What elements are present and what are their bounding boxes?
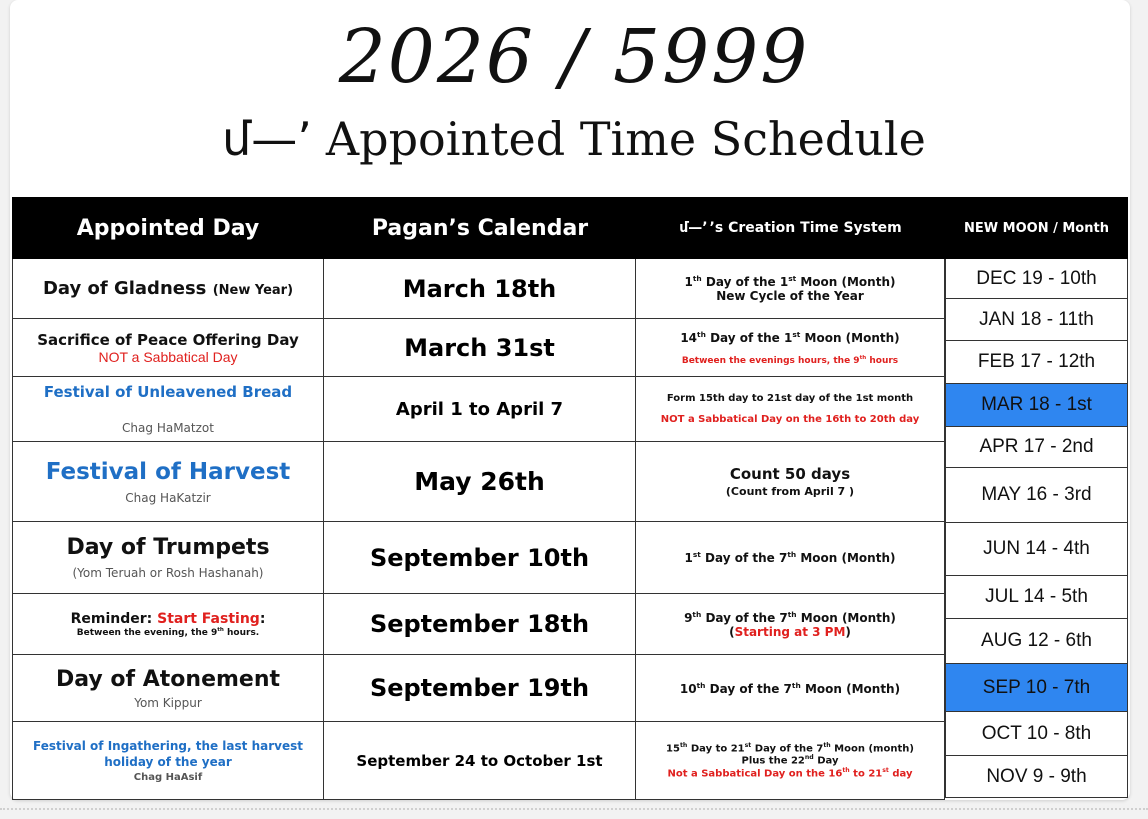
new-moon-cell: APR 17 - 2nd: [945, 427, 1128, 468]
pagan-date: September 18th: [369, 610, 590, 638]
appointed-day-cell: [12, 655, 324, 722]
appointed-day-cell: [12, 377, 324, 442]
creation-line-2: Plus the 22nd Day: [741, 754, 839, 767]
creation-line-2: Between the evenings hours, the 9th hours: [681, 354, 899, 366]
creation-line-1: 9th Day of the 7th Moon (Month): [684, 609, 896, 625]
new-moon-cell: OCT 10 - 8th: [945, 712, 1128, 756]
creation-line-3: Not a Sabbatical Day on the 16th to 21st day: [667, 766, 913, 779]
new-moon-cell: FEB 17 - 12th: [945, 341, 1128, 384]
bottom-divider: [0, 808, 1148, 810]
pagan-date-cell: [324, 522, 636, 594]
appointed-day-note: NOT a Sabbatical Day: [98, 348, 238, 365]
new-moon-cell: AUG 12 - 6th: [945, 619, 1128, 664]
pagan-date-cell: [324, 377, 636, 442]
appointed-day-name: Reminder: Start Fasting:: [70, 610, 266, 627]
appointed-day-note: Chag HaKatzir: [125, 490, 211, 505]
appointed-day-note: Between the evening, the 9th hours.: [76, 626, 260, 638]
new-moon-cell: DEC 19 - 10th: [945, 259, 1128, 299]
new-moon-cell-highlighted: SEP 10 - 7th: [945, 664, 1128, 712]
pagan-date-cell: [324, 319, 636, 377]
pagan-date-cell: [324, 259, 636, 319]
new-moon-cell: JUN 14 - 4th: [945, 523, 1128, 576]
appointed-day-cell: [12, 259, 324, 319]
pagan-date: March 31st: [404, 333, 555, 362]
appointed-day-name: Day of Gladness: [42, 278, 207, 299]
creation-cell: [636, 594, 945, 655]
creation-cell: [636, 319, 945, 377]
creation-cell: [636, 522, 945, 594]
appointed-day-name: Sacrifice of Peace Offering Day: [37, 330, 299, 349]
creation-line-2: NOT a Sabbatical Day on the 16th to 20th day: [660, 414, 920, 425]
pagan-date: April 1 to April 7: [395, 398, 564, 420]
creation-cell: [636, 722, 945, 800]
creation-line-1: 14th Day of the 1st Moon (Month): [680, 329, 900, 345]
appointed-day-name: Festival of Unleavened Bread: [43, 383, 293, 401]
header-glyph-icon: մ—’: [679, 220, 708, 236]
header-creation-system: մ—’ ’s Creation Time System: [636, 197, 945, 259]
creation-line-2: (Starting at 3 PM): [729, 624, 851, 639]
pagan-date-cell: [324, 722, 636, 800]
creation-line-1: 10th Day of the 7th Moon (Month): [679, 680, 901, 696]
appointed-day-cell: [12, 594, 324, 655]
appointed-day-name: Day of Trumpets: [66, 535, 270, 560]
page-title: 2026 / 5999: [338, 14, 810, 100]
creation-line-1: Form 15th day to 21st day of the 1st month: [666, 393, 914, 404]
pagan-date: March 18th: [402, 274, 557, 303]
pagan-date: May 26th: [414, 467, 545, 496]
pagan-date-cell: [324, 442, 636, 522]
creation-cell: [636, 377, 945, 442]
creation-line-1: 1th Day of the 1st Moon (Month): [684, 274, 896, 289]
schedule-table: [12, 197, 1128, 800]
appointed-day-note: Yom Kippur: [134, 695, 202, 710]
appointed-day-name: Day of Atonement: [55, 666, 281, 692]
logo-glyph-icon: մ—’: [222, 112, 312, 166]
new-moon-cell: JUL 14 - 5th: [945, 576, 1128, 619]
creation-line-1: 15th Day to 21st Day of the 7th Moon (month): [666, 742, 914, 755]
new-moon-cell: JAN 18 - 11th: [945, 299, 1128, 341]
creation-cell: [636, 655, 945, 722]
pagan-date-cell: [324, 655, 636, 722]
header-new-moon: NEW MOON / Month: [945, 197, 1128, 259]
new-moon-cell-highlighted: MAR 18 - 1st: [945, 384, 1128, 427]
header-pagan-calendar: Pagan’s Calendar: [324, 197, 636, 259]
header-appointed-day: Appointed Day: [12, 197, 324, 259]
page-subtitle: [0, 112, 1148, 166]
pagan-date: September 19th: [369, 674, 590, 702]
pagan-date: September 10th: [369, 543, 590, 572]
creation-line-2: New Cycle of the Year: [716, 289, 864, 303]
appointed-day-note: (New Year): [212, 283, 294, 298]
appointed-day-name: Festival of Ingathering, the last harvest holiday of the year: [33, 739, 303, 769]
new-moon-cell: NOV 9 - 9th: [945, 756, 1128, 798]
creation-cell: [636, 259, 945, 319]
pagan-date-cell: [324, 594, 636, 655]
appointed-day-note: (Yom Teruah or Rosh Hashanah): [72, 566, 264, 580]
appointed-day-name: Festival of Harvest: [45, 458, 291, 485]
appointed-day-cell: [12, 522, 324, 594]
appointed-day-cell: [12, 722, 324, 800]
appointed-day-cell: [12, 442, 324, 522]
creation-cell: [636, 442, 945, 522]
new-moon-cell: MAY 16 - 3rd: [945, 468, 1128, 523]
creation-line-1: 1st Day of the 7th Moon (Month): [684, 550, 896, 565]
creation-line-2: (Count from April 7 ): [725, 485, 855, 498]
appointed-day-cell: [12, 319, 324, 377]
pagan-date: September 24 to October 1st: [356, 751, 603, 770]
appointed-day-note: Chag HaMatzot: [122, 421, 214, 435]
subtitle-text: Appointed Time Schedule: [325, 112, 926, 166]
creation-line-1: Count 50 days: [729, 465, 851, 483]
appointed-day-note: Chag HaAsif: [133, 772, 203, 783]
